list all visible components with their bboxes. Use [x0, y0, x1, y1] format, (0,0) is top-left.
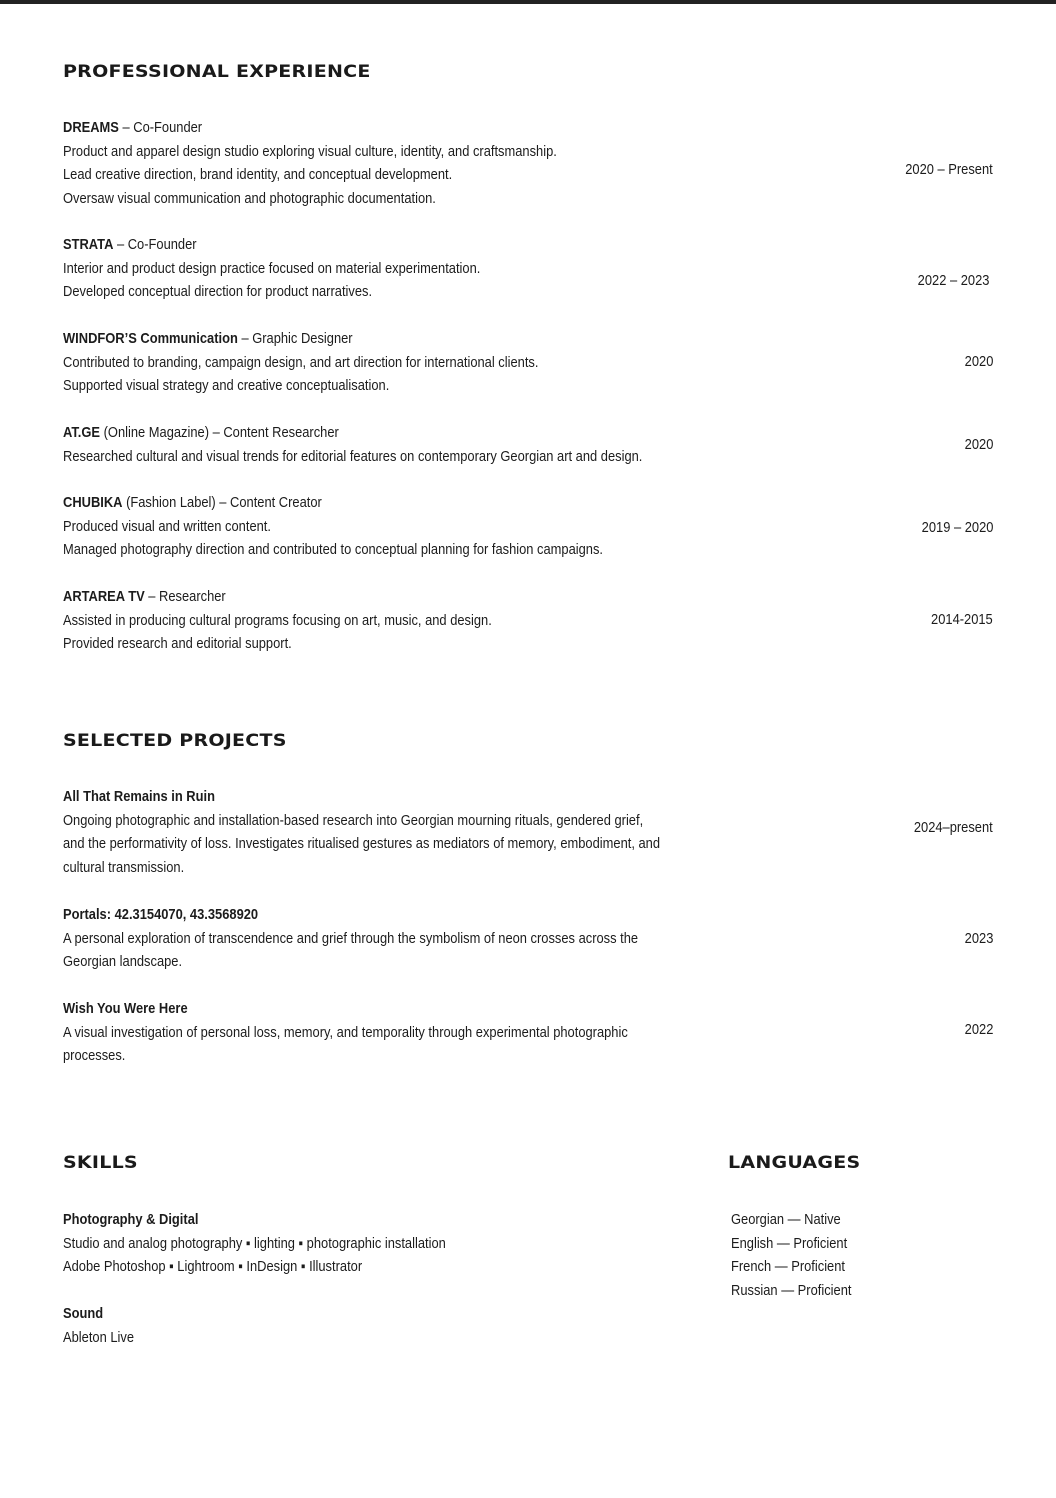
experience-line: Researched cultural and visual trends for editorial features on contemporary Georgian art and design. [63, 447, 643, 465]
language-item: English — Proficient [731, 1234, 848, 1252]
experience-date: 2022 – 2023 [917, 272, 989, 289]
language-item: Georgian — Native [731, 1211, 841, 1228]
project-title: Wish You Were Here [63, 1000, 188, 1017]
projects-heading: SELECTED PROJECTS [63, 731, 287, 751]
project-line: processes. [63, 1047, 126, 1064]
experience-line: Product and apparel design studio exploring visual culture, identity, and craftsmanship. [63, 142, 557, 160]
experience-org: STRATA [63, 236, 114, 253]
experience-entry-atge [63, 421, 993, 468]
languages-list [731, 1208, 851, 1302]
experience-entry-strata [63, 233, 993, 303]
project-entry-wish-you-were-here [63, 997, 993, 1067]
project-date: 2022 [964, 1021, 993, 1038]
skills-line: Studio and analog photography ▪ lighting ▪ photographic installation [63, 1234, 446, 1252]
skills-list [63, 1208, 446, 1349]
project-entry-all-that-remains [63, 785, 993, 879]
experience-entry-windfors [63, 327, 993, 397]
experience-role: – Co-Founder [113, 236, 197, 253]
experience-line: Produced visual and written content. [63, 517, 271, 535]
skills-heading: SKILLS [63, 1153, 138, 1173]
experience-entry-dreams [63, 116, 993, 210]
experience-org: DREAMS [63, 119, 119, 136]
experience-role: (Fashion Label) – Content Creator [122, 494, 322, 511]
project-line: A personal exploration of transcendence and grief through the symbolism of neon crosses across the [63, 929, 639, 947]
experience-line: Interior and product design practice focused on material experimentation. [63, 259, 481, 277]
project-line: cultural transmission. [63, 858, 185, 876]
experience-line: Developed conceptual direction for product narratives. [63, 283, 373, 300]
project-line: Georgian landscape. [63, 953, 183, 970]
experience-org: WINDFOR’S Communication [63, 330, 238, 347]
experience-line: Supported visual strategy and creative conceptualisation. [63, 377, 390, 394]
experience-date: 2019 – 2020 [921, 519, 993, 536]
experience-line: Provided research and editorial support. [63, 635, 292, 652]
skills-group-title: Photography & Digital [63, 1211, 199, 1228]
project-line: and the performativity of loss. Investigates ritualised gestures as mediators of memory, embodiment, and [63, 835, 661, 852]
experience-date: 2020 [964, 436, 993, 453]
skills-line: Adobe Photoshop ▪ Lightroom ▪ InDesign ▪ Illustrator [63, 1258, 363, 1275]
language-item: French — Proficient [731, 1258, 845, 1275]
skills-line: Ableton Live [63, 1328, 135, 1346]
skills-spacer [63, 1279, 446, 1303]
experience-entry-artarea [63, 585, 993, 655]
language-item: Russian — Proficient [731, 1281, 852, 1299]
project-line: A visual investigation of personal loss, memory, and temporality through experimental photographic [63, 1023, 628, 1041]
project-title: Portals: 42.3154070, 43.3568920 [63, 906, 259, 923]
experience-line: Oversaw visual communication and photographic documentation. [63, 189, 436, 207]
skills-group-title: Sound [63, 1305, 104, 1322]
experience-role: – Graphic Designer [237, 330, 353, 347]
experience-heading: PROFESSIONAL EXPERIENCE [63, 62, 371, 82]
experience-role: – Co-Founder [118, 119, 203, 136]
experience-entry-chubika [63, 491, 993, 561]
experience-line: Contributed to branding, campaign design, and art direction for international clients. [63, 353, 539, 371]
experience-org: AT.GE [63, 424, 101, 441]
experience-org: ARTAREA TV [63, 588, 145, 605]
project-line: Ongoing photographic and installation-based research into Georgian mourning rituals, gendered grief, [63, 811, 644, 829]
experience-line: Assisted in producing cultural programs focusing on art, music, and design. [63, 611, 492, 629]
project-date: 2023 [964, 930, 993, 947]
experience-date: 2020 [964, 353, 993, 370]
experience-date: 2014-2015 [931, 611, 993, 628]
experience-role: (Online Magazine) – Content Researcher [100, 424, 339, 441]
experience-line: Managed photography direction and contributed to conceptual planning for fashion campaigns. [63, 541, 604, 558]
project-entry-portals [63, 903, 993, 973]
languages-heading: LANGUAGES [728, 1153, 861, 1173]
project-title: All That Remains in Ruin [63, 788, 215, 805]
project-date: 2024–present [914, 819, 993, 836]
experience-role: – Researcher [144, 588, 226, 605]
experience-date: 2020 – Present [905, 161, 993, 178]
top-rule [0, 0, 1056, 4]
experience-org: CHUBIKA [63, 494, 123, 511]
experience-line: Lead creative direction, brand identity, and conceptual development. [63, 166, 453, 183]
